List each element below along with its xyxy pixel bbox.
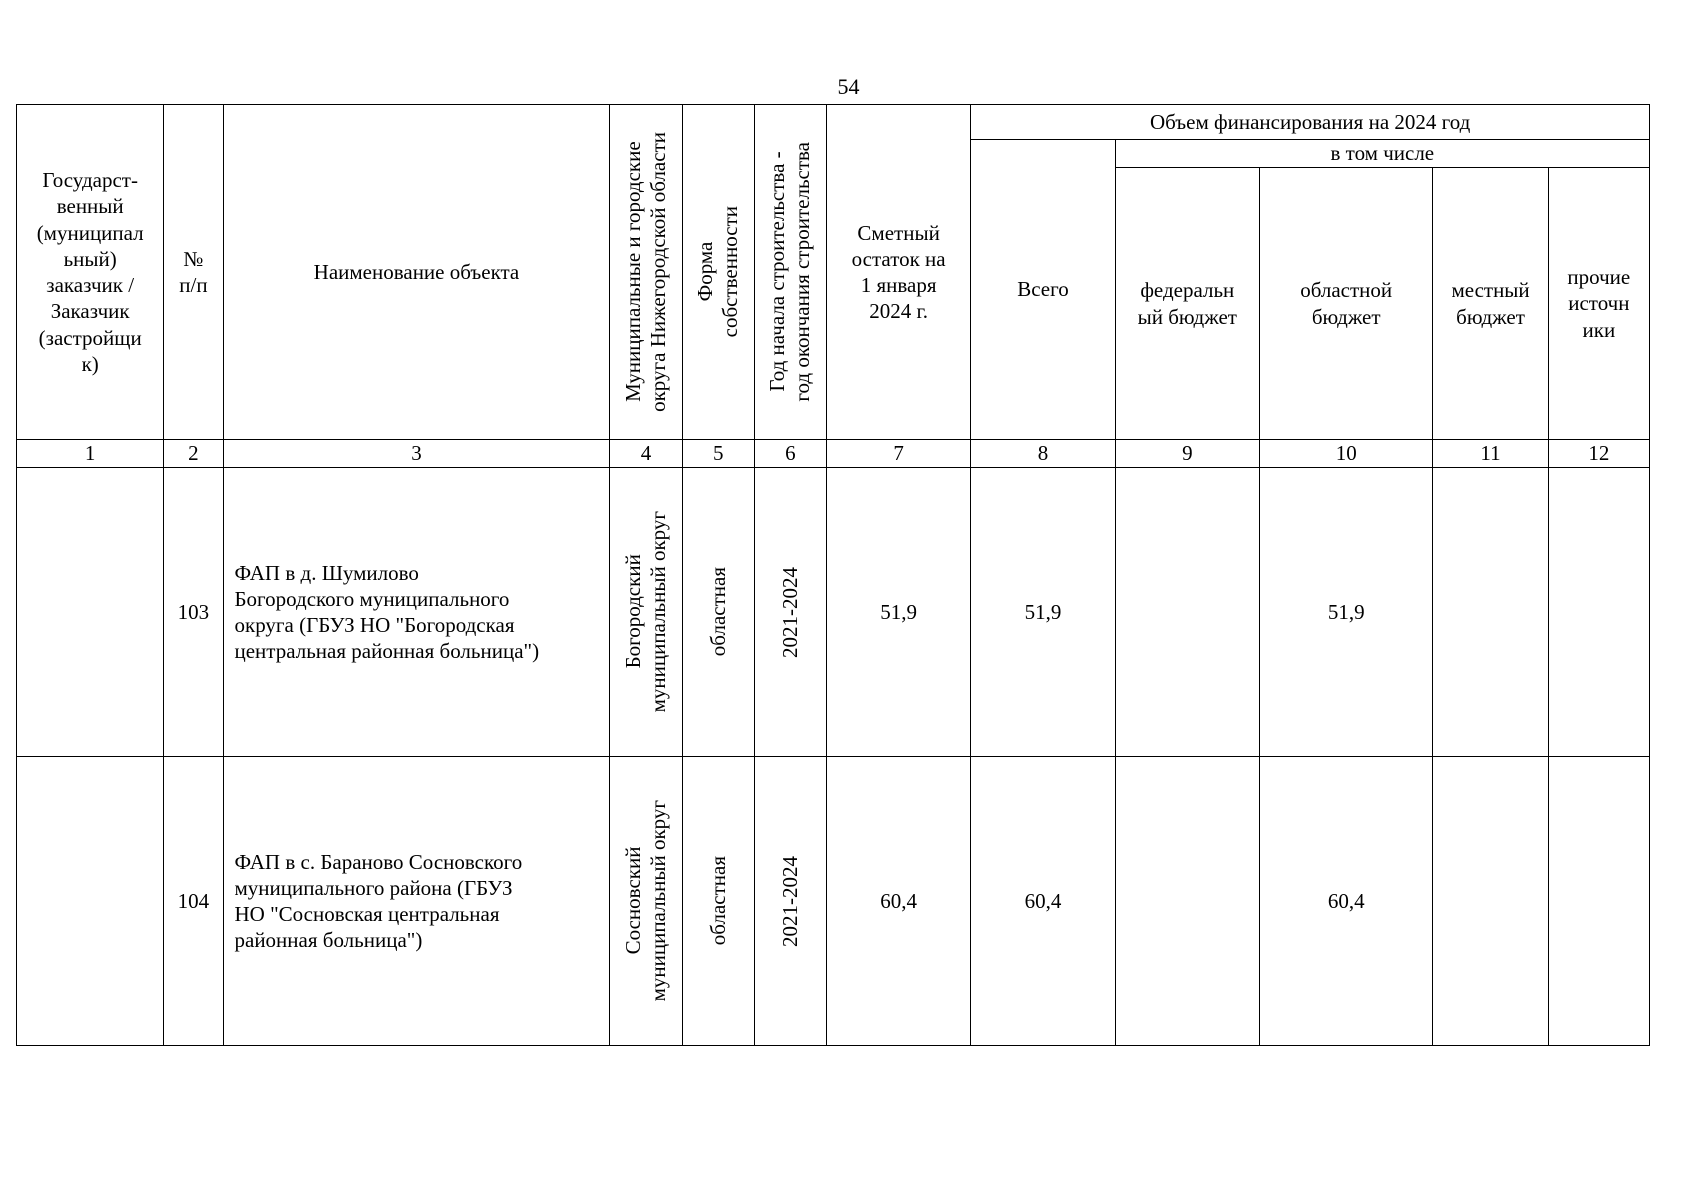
column-number: 10 (1259, 440, 1432, 468)
column-number: 5 (682, 440, 754, 468)
header-years: Год начала строительства - год окончания строительства (754, 105, 826, 440)
row-estimated-balance: 51,9 (826, 468, 970, 757)
row-total: 51,9 (971, 468, 1115, 757)
table-row (17, 468, 1650, 757)
header-funding-volume: Объем финансирования на 2024 год (971, 105, 1650, 140)
row-estimated-balance: 60,4 (826, 757, 970, 1046)
header-regional: областной бюджет (1259, 168, 1432, 440)
row-regional: 60,4 (1259, 757, 1432, 1046)
row-local (1433, 468, 1548, 757)
row-customer (17, 468, 164, 757)
row-years: 2021-2024 (754, 757, 826, 1046)
column-number: 7 (826, 440, 970, 468)
row-other (1548, 757, 1649, 1046)
column-number: 3 (223, 440, 610, 468)
header-number: № п/п (164, 105, 223, 440)
header-object-name: Наименование объекта (223, 105, 610, 440)
column-number: 12 (1548, 440, 1649, 468)
row-other (1548, 468, 1649, 757)
header-ownership: Форма собственности (682, 105, 754, 440)
row-number: 103 (164, 468, 223, 757)
row-total: 60,4 (971, 757, 1115, 1046)
column-numbers-row (17, 440, 1650, 468)
column-number: 4 (610, 440, 682, 468)
column-number: 1 (17, 440, 164, 468)
column-number: 6 (754, 440, 826, 468)
header-customer: Государст- венный (муниципал ьный) заказчик / Заказчик (застройщи к) (17, 105, 164, 440)
row-ownership: областная (682, 468, 754, 757)
header-total: Всего (971, 140, 1115, 440)
column-number: 8 (971, 440, 1115, 468)
financing-table (16, 104, 1650, 1046)
row-object-name: ФАП в с. Бараново Сосновского муниципального района (ГБУЗ НО "Сосновская центральная районная больница") (223, 757, 610, 1046)
page-number: 54 (837, 74, 860, 99)
header-federal: федеральн ый бюджет (1115, 168, 1259, 440)
header-including: в том числе (1115, 140, 1649, 168)
row-object-name: ФАП в д. Шумилово Богородского муниципального округа (ГБУЗ НО "Богородская центральная районная больница") (223, 468, 610, 757)
row-federal (1115, 757, 1259, 1046)
table-row (17, 757, 1650, 1046)
header-estimated-balance: Сметный остаток на 1 января 2024 г. (826, 105, 970, 440)
row-federal (1115, 468, 1259, 757)
column-number: 2 (164, 440, 223, 468)
row-number: 104 (164, 757, 223, 1046)
row-municipality: Богородский муниципальный округ (610, 468, 682, 757)
row-municipality: Сосновский муниципальный округ (610, 757, 682, 1046)
row-ownership: областная (682, 757, 754, 1046)
row-local (1433, 757, 1548, 1046)
row-customer (17, 757, 164, 1046)
header-local: местный бюджет (1433, 168, 1548, 440)
header-other: прочие источн ики (1548, 168, 1649, 440)
column-number: 9 (1115, 440, 1259, 468)
header-municipality: Муниципальные и городские округа Нижегородской области (610, 105, 682, 440)
row-years: 2021-2024 (754, 468, 826, 757)
row-regional: 51,9 (1259, 468, 1432, 757)
column-number: 11 (1433, 440, 1548, 468)
